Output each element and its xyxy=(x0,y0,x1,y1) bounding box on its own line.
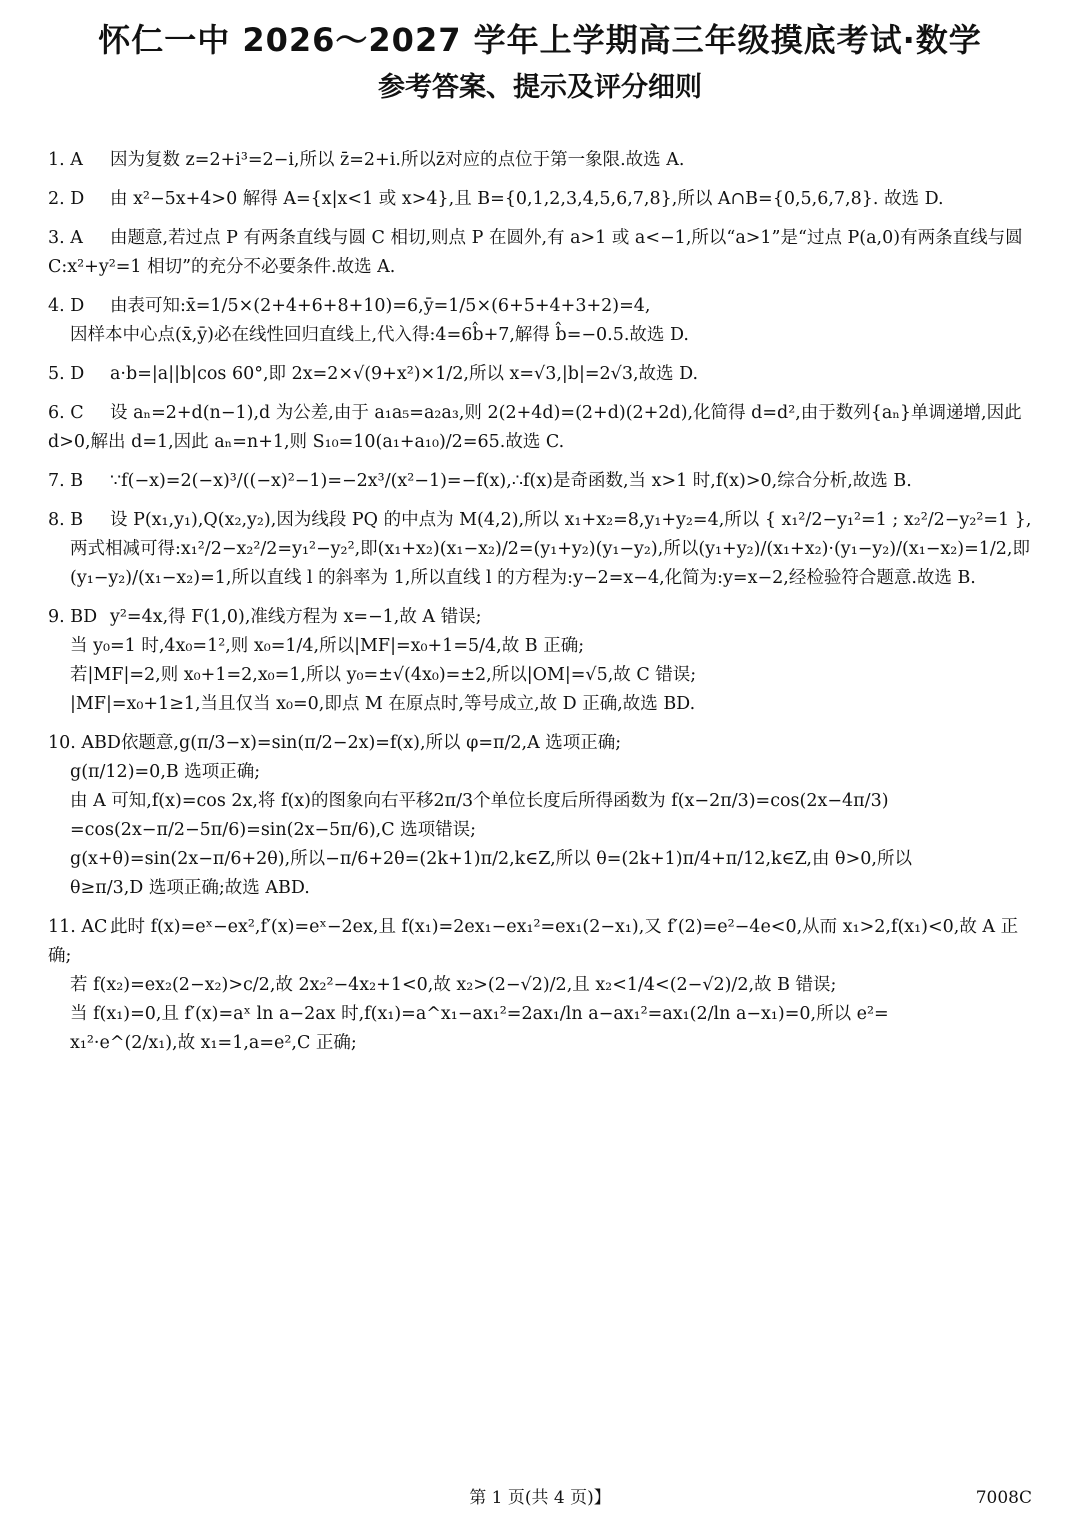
answer-item xyxy=(48,292,1032,350)
answer-line: 由表可知:x̄=1/5×(2+4+6+8+10)=6,ȳ=1/5×(6+5+4+3+2)=4, xyxy=(110,296,651,316)
answer-line: 当 y₀=1 时,4x₀=1²,则 x₀=1/4,所以|MF|=x₀+1=5/4,故 B 正确; xyxy=(70,636,585,656)
answer-item xyxy=(48,506,1032,593)
answer-item xyxy=(48,360,1032,389)
answer-item xyxy=(48,185,1032,214)
answer-list xyxy=(48,146,1032,1058)
answer-line: =cos(2x−π/2−5π/6)=sin(2x−5π/6),C 选项错误; xyxy=(70,820,477,840)
page-title: 怀仁一中 2026～2027 学年上学期高三年级摸底考试·数学 xyxy=(98,21,982,59)
answer-line: 设 aₙ=2+d(n−1),d 为公差,由于 a₁a₅=a₂a₃,则 2(2+4d)=(2+d)(2+2d),化简得 d=d²,由于数列{aₙ}单调递增,因此 d>0,解出 d=1,因此 aₙ=n+1,则 S₁₀=10(a₁+a₁₀)/2=65.故选 C. xyxy=(48,403,1028,452)
answer-item xyxy=(48,603,1032,719)
answer-line: 因样本中心点(x̄,ȳ)必在线性回归直线上,代入得:4=6b̂+7,解得 b̂=−0.5.故选 D. xyxy=(70,325,689,345)
answer-line: 两式相减可得:x₁²/2−x₂²/2=y₁²−y₂²,即(x₁+x₂)(x₁−x₂)/2=(y₁+y₂)(y₁−y₂),所以(y₁+y₂)/(x₁+x₂)·(y₁−y₂)/(x₁−x₂)=1/2,即 xyxy=(70,539,1030,559)
answer-number: 7. B xyxy=(48,471,84,491)
answer-line: θ≥π/3,D 选项正确;故选 ABD. xyxy=(70,878,310,898)
answer-line: a·b=|a||b|cos 60°,即 2x=2×√(9+x²)×1/2,所以 x=√3,|b|=2√3,故选 D. xyxy=(110,364,699,384)
answer-line: 设 P(x₁,y₁),Q(x₂,y₂),因为线段 PQ 的中点为 M(4,2),所以 x₁+x₂=8,y₁+y₂=4,所以 { x₁²/2−y₁²=1 ; x₂²/2−y₂²=1 }, xyxy=(110,510,1032,530)
answer-line: ∵f(−x)=2(−x)³/((−x)²−1)=−2x³/(x²−1)=−f(x),∴f(x)是奇函数,当 x>1 时,f(x)>0,综合分析,故选 B. xyxy=(110,471,912,491)
answer-number: 9. BD xyxy=(48,607,98,627)
answer-item xyxy=(48,224,1032,282)
answer-line: g(π/12)=0,B 选项正确; xyxy=(70,762,261,782)
paper-code: 7008C xyxy=(975,1488,1032,1508)
answer-number: 3. A xyxy=(48,228,83,248)
answer-line: 依题意,g(π/3−x)=sin(π/2−2x)=f(x),所以 φ=π/2,A 选项正确; xyxy=(120,733,622,753)
answer-item xyxy=(48,146,1032,175)
answer-number: 1. A xyxy=(48,150,83,170)
answer-line: 若|MF|=2,则 x₀+1=2,x₀=1,所以 y₀=±√(4x₀)=±2,所以|OM|=√5,故 C 错误; xyxy=(70,665,697,685)
answer-line: x₁²·e^(2/x₁),故 x₁=1,a=e²,C 正确; xyxy=(70,1033,357,1053)
answer-line: g(x+θ)=sin(2x−π/6+2θ),所以−π/6+2θ=(2k+1)π/2,k∈Z,所以 θ=(2k+1)π/4+π/12,k∈Z,由 θ>0,所以 xyxy=(70,849,912,869)
page-subtitle: 参考答案、提示及评分细则 xyxy=(378,72,702,103)
answer-line: 若 f(x₂)=ex₂(2−x₂)>c/2,故 2x₂²−4x₂+1<0,故 x₂>(2−√2)/2,且 x₂<1/4<(2−√2)/2,故 B 错误; xyxy=(70,975,837,995)
answer-number: 11. AC xyxy=(48,917,108,937)
answer-line: 当 f(x₁)=0,且 f′(x)=aˣ ln a−2ax 时,f(x₁)=a^x₁−ax₁²=2ax₁/ln a−ax₁²=ax₁(2/ln a−x₁)=0,所以 e²= xyxy=(70,1004,889,1024)
answer-item xyxy=(48,399,1032,457)
answer-line: 由 A 可知,f(x)=cos 2x,将 f(x)的图象向右平移2π/3个单位长度后所得函数为 f(x−2π/3)=cos(2x−4π/3) xyxy=(70,791,889,811)
answer-number: 5. D xyxy=(48,364,85,384)
answer-line: 由 x²−5x+4>0 解得 A={x|x<1 或 x>4},且 B={0,1,2,3,4,5,6,7,8},所以 A∩B={0,5,6,7,8}. 故选 D. xyxy=(110,189,944,209)
answer-line: 因为复数 z=2+i³=2−i,所以 z̄=2+i.所以z̄对应的点位于第一象限.故选 A. xyxy=(110,150,685,170)
answer-line: 由题意,若过点 P 有两条直线与圆 C 相切,则点 P 在圆外,有 a>1 或 a<−1,所以“a>1”是“过点 P(a,0)有两条直线与圆 C:x²+y²=1 相切”的充分不必要条件.故选 A. xyxy=(48,228,1029,277)
answer-number: 6. C xyxy=(48,403,84,423)
answer-item xyxy=(48,729,1032,903)
answer-item xyxy=(48,467,1032,496)
answer-item xyxy=(48,913,1032,1058)
answer-number: 2. D xyxy=(48,189,85,209)
answer-line: |MF|=x₀+1≥1,当且仅当 x₀=0,即点 M 在原点时,等号成立,故 D 正确,故选 BD. xyxy=(70,694,696,714)
answer-number: 10. ABD xyxy=(48,733,121,753)
answer-line: y²=4x,得 F(1,0),准线方程为 x=−1,故 A 错误; xyxy=(110,607,482,627)
answer-number: 4. D xyxy=(48,296,85,316)
page-number: 第 1 页(共 4 页)】 xyxy=(469,1488,611,1508)
answer-line: 此时 f(x)=eˣ−ex²,f′(x)=eˣ−2ex,且 f(x₁)=2ex₁−ex₁²=ex₁(2−x₁),又 f′(2)=e²−4e<0,从而 x₁>2,f(x₁)<0,故 A 正确; xyxy=(48,917,1019,966)
answer-number: 8. B xyxy=(48,510,84,530)
answer-line: (y₁−y₂)/(x₁−x₂)=1,所以直线 l 的斜率为 1,所以直线 l 的方程为:y−2=x−4,化简为:y=x−2,经检验符合题意.故选 B. xyxy=(70,568,976,588)
